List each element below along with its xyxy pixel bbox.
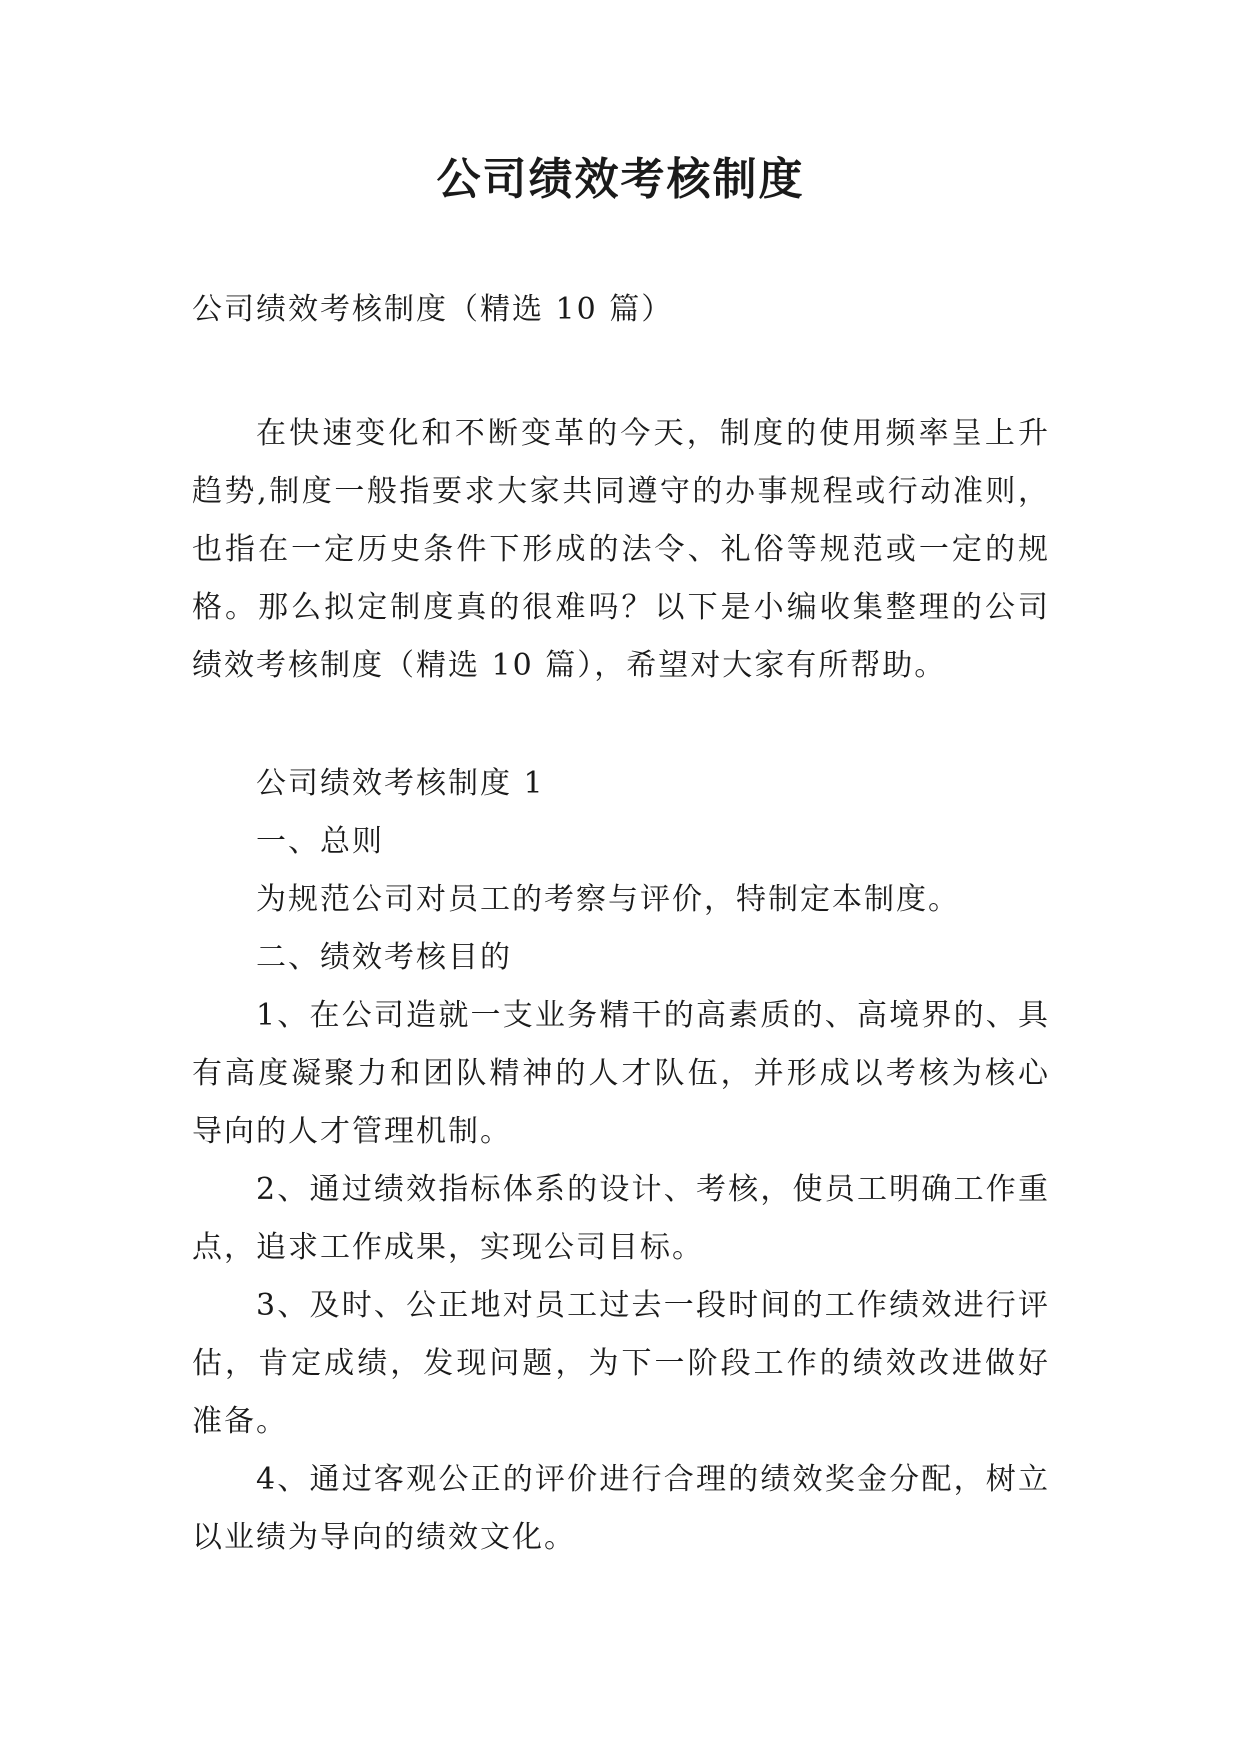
section-1 [192, 755, 1050, 1567]
page-title: 公司绩效考核制度 [436, 154, 805, 205]
section-paragraph: 3、及时、公正地对员工过去一段时间的工作绩效进行评估，肯定成绩，发现问题，为下一阶段工作的绩效改进做好准备。 [192, 1288, 1050, 1439]
section-paragraph: 一、总则 [256, 824, 384, 859]
section-heading: 公司绩效考核制度 1 [256, 766, 545, 801]
section-paragraph: 1、在公司造就一支业务精干的高素质的、高境界的、具有高度凝聚力和团队精神的人才队伍，并形成以考核为核心导向的人才管理机制。 [192, 998, 1050, 1149]
intro-paragraph: 在快速变化和不断变革的今天，制度的使用频率呈上升趋势,制度一般指要求大家共同遵守的办事规程或行动准则，也指在一定历史条件下形成的法令、礼俗等规范或一定的规格。那么拟定制度真的很难吗？以下是小编收集整理的公司绩效考核制度（精选 10 篇），希望对大家有所帮助。 [192, 416, 1050, 683]
section-paragraph: 4、通过客观公正的评价进行合理的绩效奖金分配，树立以业绩为导向的绩效文化。 [192, 1462, 1050, 1555]
section-paragraph: 为规范公司对员工的考察与评价，特制定本制度。 [256, 882, 960, 917]
section-paragraph: 2、通过绩效指标体系的设计、考核，使员工明确工作重点，追求工作成果，实现公司目标。 [192, 1172, 1050, 1265]
document-subtitle: 公司绩效考核制度（精选 10 篇） [192, 292, 674, 327]
section-paragraph: 二、绩效考核目的 [256, 940, 512, 975]
